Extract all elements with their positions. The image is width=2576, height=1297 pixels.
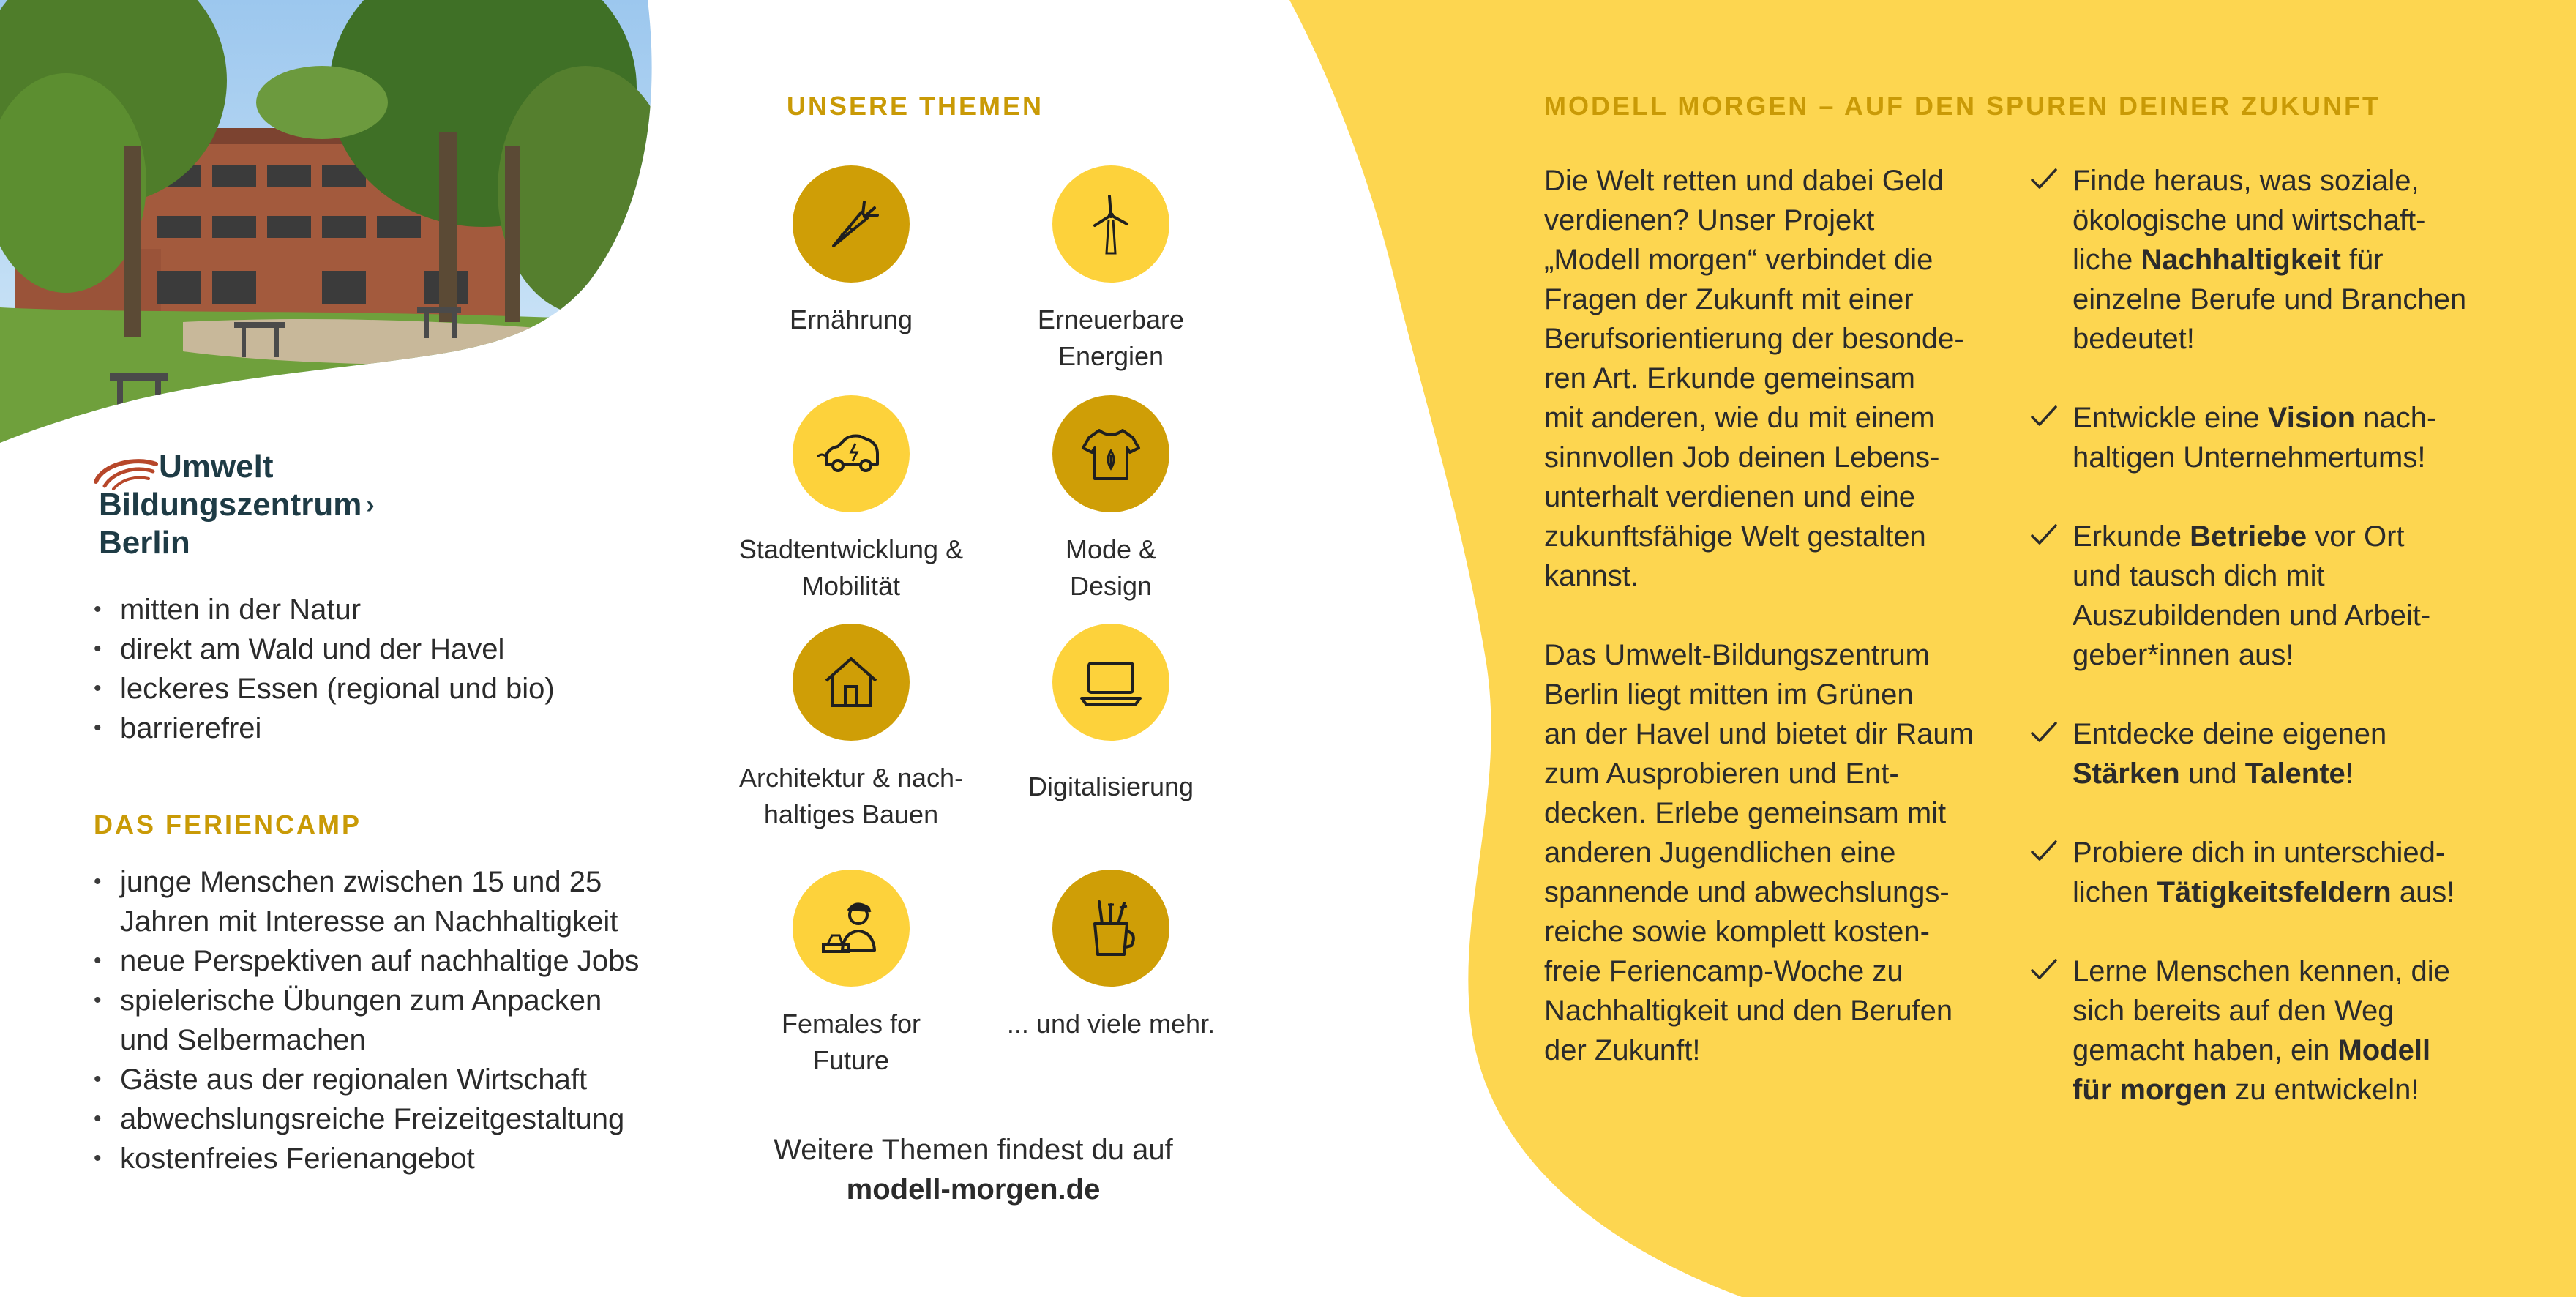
carrot-icon xyxy=(813,186,889,262)
checkmark-icon xyxy=(2030,839,2058,864)
theme-label-line: Design xyxy=(1069,571,1153,601)
paragraph-line: mit anderen, wie du mit einem xyxy=(1544,402,1935,434)
checklist-text: geber*innen aus! xyxy=(2073,639,2294,671)
checklist-text: zu entwickeln! xyxy=(2227,1074,2419,1106)
feriencamp-item-line: neue Perspektiven auf nachhaltige Jobs xyxy=(120,945,640,977)
checklist-text: vor Ort xyxy=(2307,520,2405,553)
feriencamp-item xyxy=(94,862,664,941)
house-icon xyxy=(813,644,889,720)
theme-item xyxy=(994,870,1228,1042)
checklist-highlight: Talente xyxy=(2244,758,2345,790)
paragraph-line: zukunftsfähige Welt gestalten xyxy=(1544,520,1926,553)
checklist-text: für xyxy=(2340,244,2384,276)
tshirt-icon xyxy=(1073,416,1149,492)
paragraph-line: reiche sowie komplett kosten- xyxy=(1544,916,1930,948)
theme-icon-circle xyxy=(1052,870,1169,987)
paragraph-line: Das Umwelt-Bildungszentrum xyxy=(1544,639,1930,671)
laptop-icon xyxy=(1073,644,1149,720)
feriencamp-item xyxy=(94,941,664,981)
feriencamp-item xyxy=(94,981,664,1060)
checklist-highlight: für morgen xyxy=(2073,1074,2228,1106)
feriencamp-list xyxy=(94,862,664,1178)
theme-icon-circle xyxy=(793,165,910,283)
checklist-text: und tausch dich mit xyxy=(2073,560,2325,592)
theme-item xyxy=(734,624,968,833)
paragraph-line: an der Havel und bietet dir Raum xyxy=(1544,718,1974,750)
checklist-text: nach- xyxy=(2355,402,2437,434)
theme-item xyxy=(994,624,1228,805)
theme-label-line: Ernährung xyxy=(789,304,913,334)
theme-label xyxy=(734,1006,968,1079)
logo-line-berlin: Berlin xyxy=(99,525,190,561)
checklist-text: Erkunde xyxy=(2073,520,2190,553)
theme-label-line: ... und viele mehr. xyxy=(1006,1009,1216,1039)
checklist-highlight: Betriebe xyxy=(2190,520,2307,553)
paragraph-line: verdienen? Unser Projekt xyxy=(1544,204,1875,236)
checklist-item xyxy=(2030,952,2542,1110)
checklist-item xyxy=(2030,833,2542,912)
theme-label xyxy=(994,769,1228,805)
feature-item: • direkt am Wald und der Havel xyxy=(94,629,635,669)
feriencamp-item xyxy=(94,1139,664,1178)
paragraph-line: ren Art. Erkunde gemeinsam xyxy=(1544,362,1915,395)
checklist-text: lichen xyxy=(2073,876,2157,908)
checklist-highlight: Vision xyxy=(2267,402,2356,434)
theme-label xyxy=(994,302,1228,375)
checkmark-icon xyxy=(2030,404,2058,429)
building-photo xyxy=(0,0,673,454)
location-paragraph xyxy=(1544,635,2012,1070)
checklist-highlight: Tätigkeitsfeldern xyxy=(2157,876,2392,908)
logo-line-umwelt: Umwelt xyxy=(159,449,274,485)
theme-icon-circle xyxy=(1052,165,1169,283)
theme-icon-circle xyxy=(1052,624,1169,741)
tools-cup-icon xyxy=(1073,890,1149,966)
checklist-text: einzelne Berufe und Branchen xyxy=(2073,283,2467,315)
feriencamp-item-line: Gäste aus der regionalen Wirtschaft xyxy=(120,1064,588,1096)
paragraph-line: decken. Erlebe gemeinsam mit xyxy=(1544,797,1947,829)
paragraph-line: spannende und abwechslungs- xyxy=(1544,876,1950,908)
theme-label xyxy=(734,760,968,833)
theme-item xyxy=(734,870,968,1079)
checklist-text: und xyxy=(2179,758,2245,790)
modell-heading: MODELL MORGEN – AUF DEN SPUREN DEINER ZUKUNFT xyxy=(1544,91,2381,121)
feriencamp-item xyxy=(94,1099,664,1139)
checklist-highlight: Stärken xyxy=(2073,758,2180,790)
paragraph-line: Die Welt retten und dabei Geld xyxy=(1544,165,1944,197)
logo-bildungszentrum-text: Bildungszentrum xyxy=(99,487,362,523)
website-link[interactable]: modell-morgen.de xyxy=(846,1173,1101,1206)
themen-heading: UNSERE THEMEN xyxy=(787,91,1044,121)
paragraph-line: „Modell morgen“ verbindet die xyxy=(1544,244,1933,276)
theme-icon-circle xyxy=(793,624,910,741)
paragraph-line: der Zukunft! xyxy=(1544,1034,1701,1066)
theme-item xyxy=(994,165,1228,375)
checklist-text: Finde heraus, was soziale, xyxy=(2073,165,2419,197)
checklist-text: sich bereits auf den Weg xyxy=(2073,995,2395,1027)
feature-item: • mitten in der Natur xyxy=(94,590,635,629)
feriencamp-item-line: spielerische Übungen zum Anpacken xyxy=(120,984,602,1017)
wind-turbine-icon xyxy=(1073,186,1149,262)
more-topics-text: Weitere Themen findest du auf xyxy=(774,1134,1173,1166)
checklist-text: haltigen Unternehmertums! xyxy=(2073,441,2426,474)
ubz-logo xyxy=(91,448,375,565)
checklist-text: liche xyxy=(2073,244,2141,276)
more-topics xyxy=(732,1130,1215,1209)
checklist-item xyxy=(2030,517,2542,675)
paragraph-line: Nachhaltigkeit und den Berufen xyxy=(1544,995,1953,1027)
theme-label-line: Digitalisierung xyxy=(1027,771,1194,801)
checklist-text: Entwickle eine xyxy=(2073,402,2268,434)
checkmark-icon xyxy=(2030,167,2058,192)
theme-label xyxy=(994,531,1228,605)
theme-item xyxy=(734,395,968,605)
checklist-text: aus! xyxy=(2391,876,2455,908)
paragraph-line: Berufsorientierung der besonde- xyxy=(1544,323,1964,355)
checklist-text: Auszubildenden und Arbeit- xyxy=(2073,599,2431,632)
theme-label-line: Energien xyxy=(1057,341,1164,371)
checklist-text: ! xyxy=(2345,758,2354,790)
paragraph-line: freie Feriencamp-Woche zu xyxy=(1544,955,1903,987)
paragraph-line: unterhalt verdienen und eine xyxy=(1544,481,1916,513)
checklist-text: ökologische und wirtschaft- xyxy=(2073,204,2426,236)
paragraph-line: kannst. xyxy=(1544,560,1639,592)
theme-icon-circle xyxy=(793,395,910,512)
intro-column xyxy=(1544,161,2012,1070)
paragraph-line: anderen Jugendlichen eine xyxy=(1544,837,1896,869)
theme-label-line: Erneuerbare xyxy=(1037,304,1185,334)
feriencamp-item xyxy=(94,1060,664,1099)
checklist-highlight: Modell xyxy=(2337,1034,2431,1066)
checkmark-icon xyxy=(2030,523,2058,547)
logo-line-bildungszentrum: Bildungszentrum › xyxy=(99,487,375,523)
theme-label-line: Females for xyxy=(781,1009,921,1039)
feriencamp-item-line: abwechslungsreiche Freizeitgestaltung xyxy=(120,1103,625,1135)
theme-label xyxy=(734,531,968,605)
feature-item: • leckeres Essen (regional und bio) xyxy=(94,669,635,709)
theme-icon-circle xyxy=(793,870,910,987)
theme-label-line: haltiges Bauen xyxy=(763,799,939,829)
theme-label xyxy=(734,302,968,338)
electric-car-icon xyxy=(813,416,889,492)
theme-item xyxy=(994,395,1228,605)
feriencamp-item-line: kostenfreies Ferienangebot xyxy=(120,1143,475,1175)
feriencamp-heading: DAS FERIENCAMP xyxy=(94,810,362,840)
feriencamp-item-line: Jahren mit Interesse an Nachhaltigkeit xyxy=(120,905,618,938)
theme-label-line: Stadtentwicklung & xyxy=(738,534,964,564)
venue-features-list xyxy=(94,590,635,748)
checklist-text: bedeutet! xyxy=(2073,323,2195,355)
intro-paragraph xyxy=(1544,161,2012,596)
theme-item xyxy=(734,165,968,338)
theme-icon-circle xyxy=(1052,395,1169,512)
female-worker-icon xyxy=(813,890,889,966)
theme-label-line: Architektur & nach- xyxy=(738,763,964,793)
paragraph-line: Berlin liegt mitten im Grünen xyxy=(1544,679,1914,711)
checklist-text: Probiere dich in unterschied- xyxy=(2073,837,2446,869)
paragraph-line: sinnvollen Job deinen Lebens- xyxy=(1544,441,1940,474)
paragraph-line: zum Ausprobieren und Ent- xyxy=(1544,758,1899,790)
checklist-text: gemacht haben, ein xyxy=(2073,1034,2338,1066)
paragraph-line: Fragen der Zukunft mit einer xyxy=(1544,283,1914,315)
feriencamp-item-line: junge Menschen zwischen 15 und 25 xyxy=(120,866,602,898)
checklist-text: Lerne Menschen kennen, die xyxy=(2073,955,2450,987)
checkmark-icon xyxy=(2030,720,2058,745)
checkmark-icon xyxy=(2030,957,2058,982)
checklist-highlight: Nachhaltigkeit xyxy=(2141,244,2341,276)
checklist-item xyxy=(2030,161,2542,359)
goals-checklist xyxy=(2030,161,2542,1149)
checklist-item xyxy=(2030,398,2542,477)
feature-item: • barrierefrei xyxy=(94,709,635,748)
feriencamp-item-line: und Selbermachen xyxy=(120,1024,366,1056)
theme-label xyxy=(994,1006,1228,1042)
theme-label-line: Mode & xyxy=(1065,534,1157,564)
checklist-text: Entdecke deine eigenen xyxy=(2073,718,2387,750)
theme-label-line: Mobilität xyxy=(801,571,901,601)
theme-label-line: Future xyxy=(812,1045,890,1075)
checklist-item xyxy=(2030,714,2542,793)
